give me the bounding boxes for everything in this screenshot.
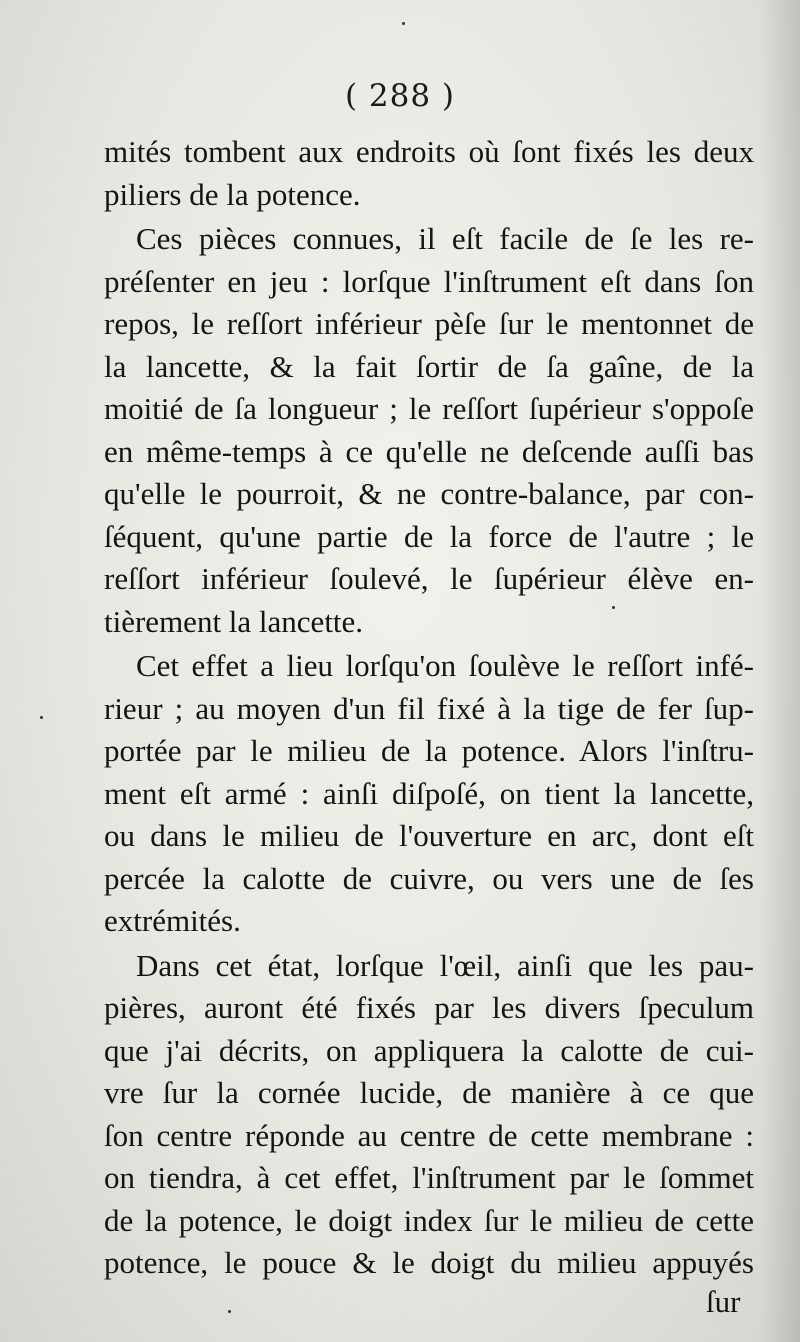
text-line: potence, le pouce & le doigt du milieu appuyés (104, 1245, 754, 1280)
text-line: qu'elle le pourroit, & ne contre-balance, par con- (104, 476, 754, 511)
text-line: de la potence, le doigt index ſur le milieu de cette (104, 1202, 754, 1238)
text-line: Ces pièces connues, il eſt facile de ſe les re- (136, 221, 754, 256)
text-line: Dans cet état, lorſque l'œil, ainſi que les pau- (136, 947, 754, 983)
text-line: piliers de la potence. (104, 176, 361, 212)
text-line: repos, le reſſort inférieur pèſe ſur le mentonnet de (104, 306, 754, 341)
text-line: ſéquent, qu'une partie de la force de l'autre ; le (104, 518, 754, 554)
ink-speck (402, 22, 405, 25)
page-body-text (104, 131, 754, 1285)
text-line: extrémités. (104, 903, 241, 938)
text-line: reſſort inférieur ſoulevé, le ſupérieur élève en- (104, 561, 754, 596)
ink-speck (40, 716, 43, 719)
text-line: vre ſur la cornée lucide, de manière à ce que (104, 1075, 754, 1110)
text-line: en même-temps à ce qu'elle ne deſcende auſſi bas (104, 433, 754, 469)
ink-speck (612, 606, 615, 609)
text-line: pières, auront été fixés par les divers ſpeculum (104, 990, 754, 1025)
text-line: rieur ; au moyen d'un fil fixé à la tige de fer ſup- (104, 690, 754, 726)
text-line: portée par le milieu de la potence. Alors l'inſtru- (104, 733, 754, 768)
text-line: on tiendra, à cet effet, l'inſtrument par le ſommet (104, 1160, 754, 1195)
text-line: tièrement la lancette. (104, 603, 364, 639)
text-line: la lancette, & la fait ſortir de ſa gaîne, de la (104, 348, 754, 384)
text-line: ſon centre réponde au centre de cette membrane : (104, 1117, 754, 1153)
catchword: ſur (706, 1284, 741, 1319)
text-line: Cet effet a lieu lorſqu'on ſoulève le reſſort infé- (136, 648, 754, 683)
text-line: percée la calotte de cuivre, ou vers une de ſes (104, 860, 754, 896)
page-edge-shadow (760, 0, 800, 1342)
text-line: moitié de ſa longueur ; le reſſort ſupérieur s'oppoſe (104, 391, 754, 426)
text-line: mités tombent aux endroits où ſont fixés les deux (104, 134, 754, 169)
text-line: que j'ai décrits, on appliquera la calotte de cui- (104, 1032, 754, 1068)
text-line: ou dans le milieu de l'ouverture en arc, dont eſt (104, 818, 754, 853)
text-line: ment eſt armé : ainſi diſpoſé, on tient la lancette, (104, 775, 754, 811)
page-number: ( 288 ) (344, 78, 456, 114)
text-line: préſenter en jeu : lorſque l'inſtrument eſt dans ſon (104, 263, 754, 299)
ink-speck (228, 1310, 231, 1313)
